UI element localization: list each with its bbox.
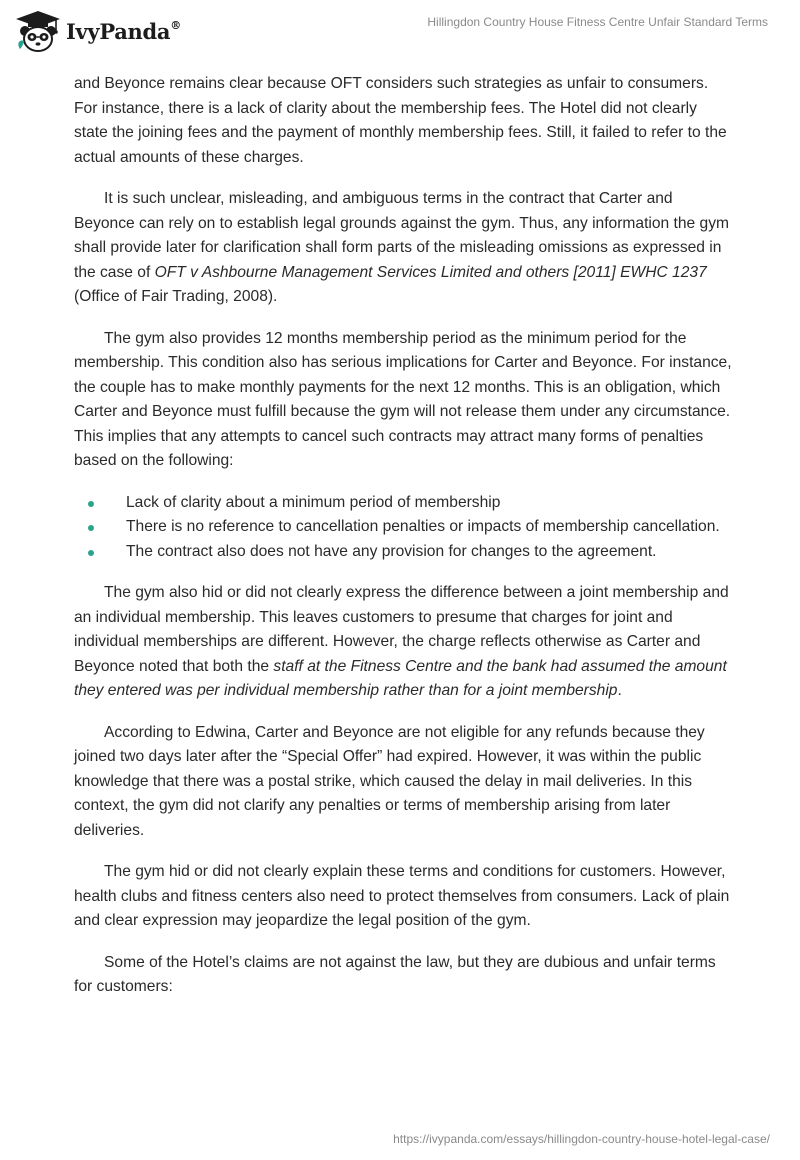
essay-body <box>74 72 734 1017</box>
brand-name: IvyPanda® <box>66 18 181 44</box>
bullet-icon <box>88 550 94 556</box>
paragraph: It is such unclear, misleading, and ambiguous terms in the contract that Carter and Beyonce can rely on to establish legal grounds against the gym. Thus, any information the gym shall provide later for clarification shall form parts of the misleading omissions as expressed in the case of OFT v Ashbourne Management Services Limited and others [2011] EWHC 1237 (Office of Fair Trading, 2008). <box>74 190 730 305</box>
source-url[interactable]: https://ivypanda.com/essays/hillingdon-country-house-hotel-legal-case/ <box>393 1132 770 1146</box>
list-item: There is no reference to cancellation penalties or impacts of membership cancellation. <box>74 515 734 540</box>
paragraph: The gym also hid or did not clearly express the difference between a joint membership and an individual membership. This leaves customers to presume that charges for joint and individual memberships are different. However, the charge reflects otherwise as Carter and Beyonce noted that both the staff at the Fitness Centre and the bank had assumed the amount they entered was per individual membership rather than for a joint membership. <box>74 584 729 699</box>
ivypanda-logo[interactable] <box>14 9 181 53</box>
quoted-statement: staff at the Fitness Centre and the bank had assumed the amount they entered was per individual membership rather than for a joint membership <box>74 657 727 699</box>
penalty-list <box>74 491 734 565</box>
bullet-icon <box>88 501 94 507</box>
paragraph: and Beyonce remains clear because OFT considers such strategies as unfair to consumers. For instance, there is a lack of clarity about the membership fees. The Hotel did not clearly state the joining fees and the payment of monthly membership fees. Still, it failed to refer to the actual amounts of these charges. <box>74 75 727 166</box>
document-title: Hillingdon Country House Fitness Centre Unfair Standard Terms <box>427 15 768 29</box>
panda-graduate-icon <box>14 9 62 53</box>
page-header <box>0 0 800 64</box>
list-item: The contract also does not have any provision for changes to the agreement. <box>74 540 734 565</box>
paragraph: The gym also provides 12 months membership period as the minimum period for the membership. This condition also has serious implications for Carter and Beyonce. For instance, the couple has to make monthly payments for the next 12 months. This is an obligation, which Carter and Beyonce must fulfill because the gym will not release them under any circumstance. This implies that any attempts to cancel such contracts may attract many forms of penalties based on the following: <box>74 329 732 469</box>
list-item: Lack of clarity about a minimum period of membership <box>74 491 734 516</box>
case-citation: OFT v Ashbourne Management Services Limited and others [2011] EWHC 1237 <box>154 263 707 281</box>
paragraph: Some of the Hotel’s claims are not against the law, but they are dubious and unfair terms for customers: <box>74 953 716 995</box>
paragraph: According to Edwina, Carter and Beyonce are not eligible for any refunds because they joined two days later after the “Special Offer” had expired. However, it was within the public knowledge that there was a postal strike, which caused the delay in mail deliveries. In this context, the gym did not clarify any penalties or terms of membership arising from later deliveries. <box>74 723 705 839</box>
bullet-icon <box>88 525 94 531</box>
paragraph: The gym hid or did not clearly explain these terms and conditions for customers. However, health clubs and fitness centers also need to protect themselves from consumers. Lack of plain and clear expression may jeopardize the legal position of the gym. <box>74 863 730 929</box>
